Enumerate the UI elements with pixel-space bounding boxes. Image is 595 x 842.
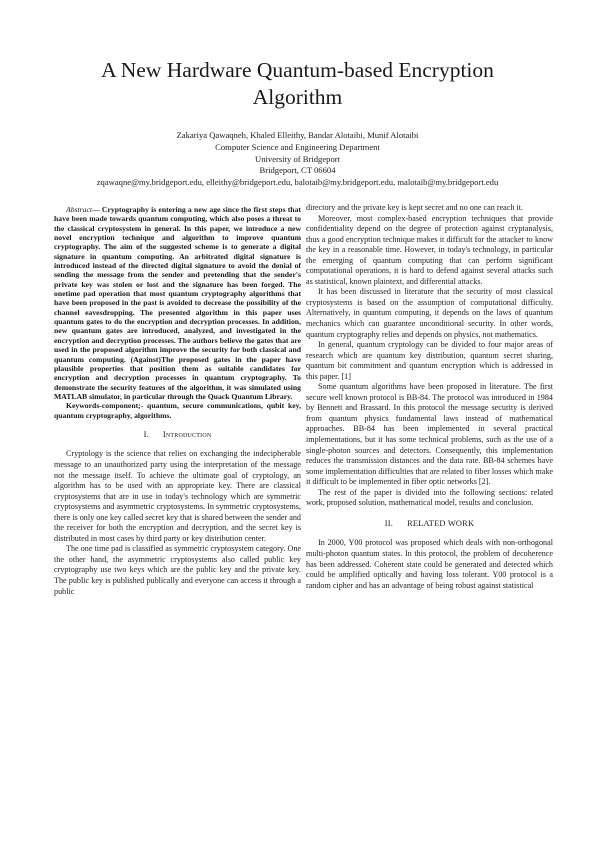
keywords-text: quantum, secure communications, qubit key, quantum cryptography, algorithms. (54, 401, 301, 420)
author-block (20, 130, 575, 189)
author-emails: zqawaqne@my.bridgeport.edu, elleithy@bridgeport.edu, balotaib@my.bridgeport.edu, malotaib@my.bridgeport.edu (96, 177, 499, 188)
paragraph: Cryptology is the science that relies on exchanging the indecipherable message to an unauthorized party using the interpretation of the message not the message itself. To achieve the ultimate goal of cryptology, an algorithm has to be used with an appropriate key. There are classical cryptosystems that are in use in today's technology which are symmetric cryptosystems and asymmetric cryptosystems. In symmetric cryptosystems, there is only one key called secret key that is shared between the sender and the receiver for both the encryption and decryption, and the secret key is distributed in most cases by third party or key distribution center. (54, 449, 301, 543)
paragraph: The rest of the paper is divided into the following sections: related work, proposed solution, mathematical model, results and conclusion. (306, 487, 553, 508)
paragraph: In general, quantum cryptology can be divided to four major areas of research which are quantum key distribution, quantum secret sharing, quantum bit commitment and quantum encryption which is addressed in this paper. [1] (306, 340, 553, 381)
abstract-label: Abstract (66, 205, 93, 214)
paragraph: In 2000, Y00 protocol was proposed which deals with non-orthogonal multi-photon quantum states. In this protocol, the problem of decoherence has been addressed. Coherent state could be generated and detected which could be amplified optically and having loss tolerant. Y00 protocol is a random cipher and has an advantage of being robust against statistical (306, 538, 553, 590)
title-line-1: A New Hardware Quantum-based Encryption (101, 58, 494, 82)
section-heading-introduction (54, 430, 301, 441)
paper-title (40, 57, 555, 111)
paragraph: directory and the private key is kept secret and no one can reach it. (306, 203, 524, 212)
department: Computer Science and Engineering Department (215, 141, 380, 152)
section-heading-related-work (306, 519, 553, 530)
right-column (306, 203, 553, 591)
title-line-2: Algorithm (252, 85, 343, 109)
section-number: I. (143, 429, 149, 439)
paragraph: It has been discussed in literature that the security of most classical cryptosystems is based on the assumption of computational difficulty. Alternatively, in quantum computing, it depends on the laws of quantum mechanics which can guarantee unconditional security. In other words, quantum cryptography relies and depends on physics, not mathematics. (306, 287, 553, 339)
paragraph: Moreover, most complex-based encryption techniques that provide confidentiality depend on the degree of protection against cryptanalysis, thus a good encryption technique makes it difficult for the attacker to know the key in a reasonable time. However, in today's technology, in particular the emerging of quantum computing that can perform significant computational operations, it is hard to defend against several attacks such as statistical, known plaintext, and differential attacks. (306, 213, 553, 286)
university: University of Bridgeport (255, 153, 340, 164)
left-column (54, 205, 301, 597)
keywords-label: Keywords-component;- (66, 401, 144, 411)
abstract-text: — Cryptography is entering a new age since the first steps that have been made towards quantum computing, which also poses a threat to the classical cryptosystem in general. In this paper, we introduce a new novel encryption technique and algorithm to improve quantum cryptography. The aim of the suggested scheme is to generate a digital signature in quantum computing. An arbitrated digital signature is introduced instead of the directed digital signature to avoid the denial of sending the message from the sender and pretending that the sender's private key was stolen or lost and the signature has been forged. The onetime pad operation that most quantum cryptography algorithms that have been proposed in the past is avoided to decrease the possibility of the channel eavesdropping. The presented algorithm in this paper uses quantum gates to do the encryption and decryption processes. In addition, new quantum gates are introduced, analyzed, and investigated in the encryption and decryption processes. The authors believe the gates that are used in the proposed algorithm improve the security for both classical and quantum computing. (Against)The proposed gates in the paper have plausible properties that position them as suitable candidates for encryption and decryption processes in quantum cryptography. To demonstrate the security features of the algorithm, it was simulated using MATLAB simulator, in particular through the Quack Quantum Library. (54, 205, 301, 401)
section-number: II. (384, 518, 394, 528)
abstract (54, 205, 301, 401)
section-title: RELATED WORK (407, 518, 475, 528)
author-names: Zakariya Qawaqneh, Khaled Elleithy, Bandar Alotaibi, Munif Alotaibi (176, 130, 419, 140)
section-title: Introduction (162, 429, 212, 439)
keywords (54, 401, 301, 420)
location: Bridgeport, CT 06604 (259, 165, 336, 176)
paragraph: Some quantum algorithms have been proposed in literature. The first secure well known protocol is BB-84. The protocol was introduced in 1984 by Bennett and Brassard. In this protocol the message security is derived from quantum physics fundamental laws instead of mathematical approaches. BB-84 has been implemented in several practical implementations, but it has some technical problems, such as the use of a single-photon sources and detectors. Consequently, this implementation reduces the transmission distances and the data rate. BB-84 schemes have some implementation difficulties that are related to fiber losses which make it difficult to be implemented in fiber optic networks [2]. (306, 382, 553, 487)
paragraph: The one time pad is classified as symmetric cryptosystem category. One the other hand, the asymmetric cryptosystems also called public key cryptography use two keys which are the public key and the private key. The public key is published publically and everyone can access it through a public (54, 544, 301, 596)
